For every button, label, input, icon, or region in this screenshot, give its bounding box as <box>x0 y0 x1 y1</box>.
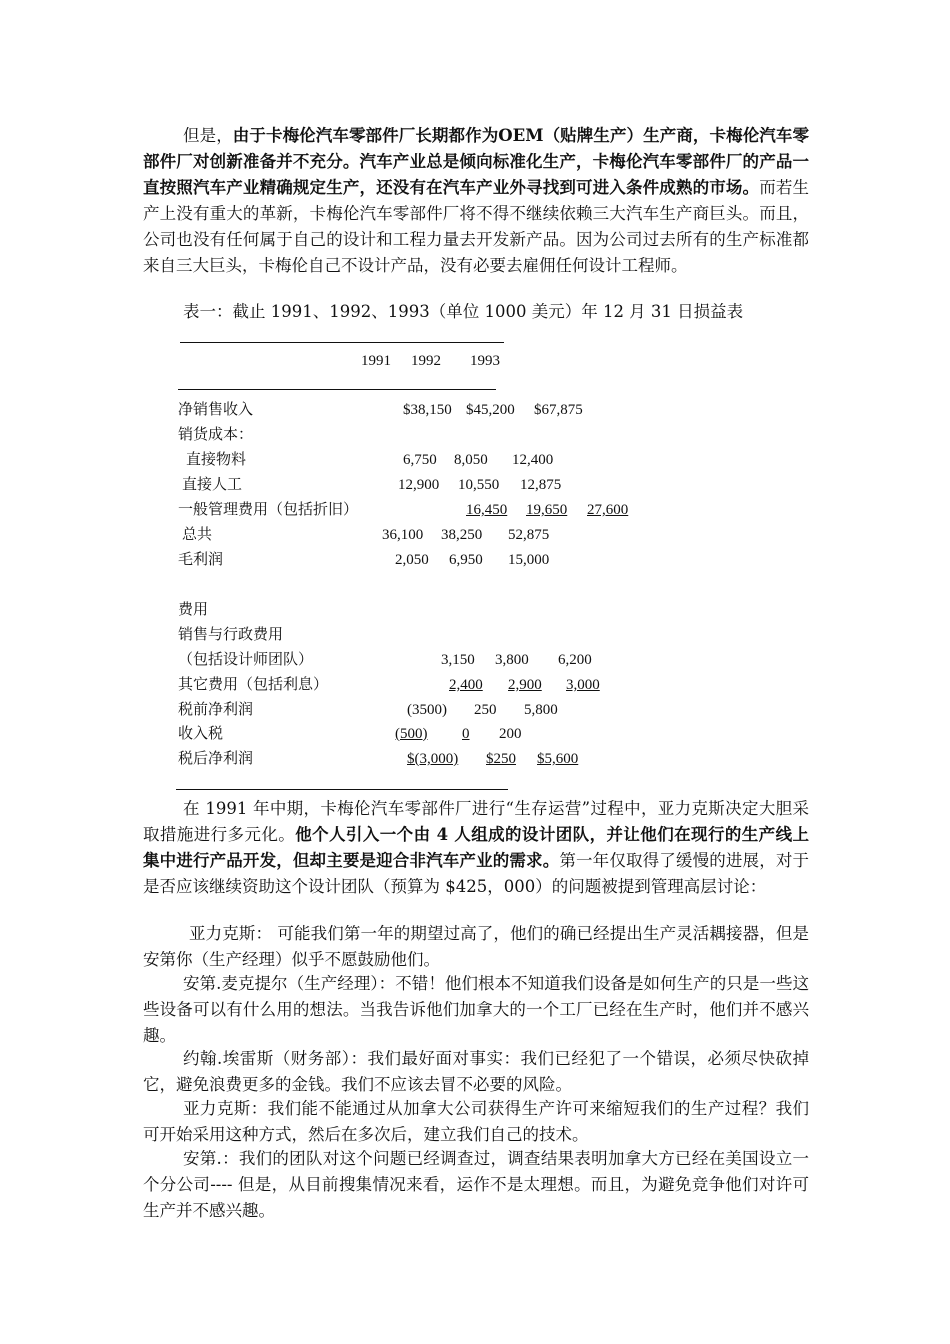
row-label-sga-note: （包括设计师团队） <box>178 652 314 668</box>
row-label-expenses: 费用 <box>178 602 209 618</box>
row-label-net-sales: 净销售收入 <box>178 402 254 418</box>
year-header-1991: 1991 <box>361 353 391 369</box>
direct-materials-1991: 6,750 <box>403 452 437 468</box>
dialogue-john: 约翰.埃雷斯（财务部）：我们最好面对事实：我们已经犯了一个错误，必须尽快砍掉它，避免浪费更多的金钱。我们不应该去冒不必要的风险。 <box>143 1049 809 1094</box>
row-label-sga: 销售与行政费用 <box>178 627 284 643</box>
income-tax-1991: (500) <box>395 726 428 742</box>
year-header-1992: 1992 <box>411 353 441 369</box>
total-1991: 36,100 <box>382 527 424 543</box>
dialogue-andy-2: 安第.：我们的团队对这个问题已经调查过，调查结果表明加拿大方已经在美国设立一个分公司---- 但是，从目前搜集情况来看，运作不是太理想。而且，为避免竞争他们对许可生产并不感兴趣。 <box>143 1149 809 1220</box>
net-income-1993: $5,600 <box>537 751 579 767</box>
net-sales-1993: $67,875 <box>534 402 583 418</box>
income-tax-1992: 0 <box>462 726 470 742</box>
row-label-other-expenses: 其它费用（包括利息） <box>178 677 329 693</box>
intro-paragraph <box>143 123 809 279</box>
dialogue-andy-1: 安第.麦克提尔（生产经理）：不错！他们根本不知道我们设备是如何生产的只是一些这些设备可以有什么用的想法。当我告诉他们加拿大的一个工厂已经在生产时，他们并不感兴趣。 <box>143 974 809 1045</box>
dialogue-alex-1: 亚力克斯： 可能我们第一年的期望过高了，他们的确已经提出生产灵活耦接器，但是安第你（生产经理）似乎不愿鼓励他们。 <box>143 924 809 969</box>
direct-labor-1991: 12,900 <box>398 477 440 493</box>
overhead-1993: 27,600 <box>587 502 629 518</box>
pretax-1992: 250 <box>474 702 497 718</box>
pretax-1993: 5,800 <box>524 702 558 718</box>
income-tax-1993: 200 <box>499 726 522 742</box>
gross-profit-1991: 2,050 <box>395 552 429 568</box>
table-top-rule <box>180 342 504 343</box>
sga-1992: 3,800 <box>495 652 529 668</box>
row-label-income-tax: 收入税 <box>178 726 224 742</box>
row-label-pretax: 税前净利润 <box>178 702 254 718</box>
row-label-overhead: 一般管理费用（包括折旧） <box>178 502 359 518</box>
sga-1991: 3,150 <box>441 652 475 668</box>
pretax-1991: (3500) <box>407 702 447 718</box>
row-label-net-income: 税后净利润 <box>178 751 254 767</box>
diversification-lead: 在 1991 年中期，卡梅伦汽车零部件厂进行“生存运营”过程中，亚力克斯决定大胆采取措施进行多元化。 <box>143 799 809 844</box>
year-header-1993: 1993 <box>470 353 500 369</box>
diversification-paragraph <box>143 796 809 900</box>
intro-bold-text: 由于卡梅伦汽车零部件厂长期都作为OEM（贴牌生产）生产商，卡梅伦汽车零部件厂对创新准备并不充分。汽车产业总是倾向标准化生产，卡梅伦汽车零部件厂的产品一直按照汽车产业精确规定生产，还没有在汽车产业外寻找到可进入条件成熟的市场。 <box>143 126 809 197</box>
direct-materials-1992: 8,050 <box>454 452 488 468</box>
row-label-direct-materials: 直接物料 <box>186 452 247 468</box>
net-income-1991: $(3,000) <box>407 751 459 767</box>
other-expenses-1991: 2,400 <box>449 677 483 693</box>
direct-labor-1992: 10,550 <box>458 477 500 493</box>
other-expenses-1993: 3,000 <box>566 677 600 693</box>
row-label-gross-profit: 毛利润 <box>178 552 224 568</box>
overhead-1992: 19,650 <box>526 502 568 518</box>
total-1993: 52,875 <box>508 527 550 543</box>
intro-lead: 但是， <box>183 126 233 145</box>
direct-materials-1993: 12,400 <box>512 452 554 468</box>
row-label-total: 总共 <box>182 527 213 543</box>
row-label-cogs: 销货成本： <box>178 427 254 443</box>
net-sales-1991: $38,150 <box>403 402 452 418</box>
net-sales-1992: $45,200 <box>466 402 515 418</box>
row-label-direct-labor: 直接人工 <box>182 477 243 493</box>
other-expenses-1992: 2,900 <box>508 677 542 693</box>
header-bottom-rule <box>178 389 496 390</box>
intro-rest: 而若生产上没有重大的革新，卡梅伦汽车零部件厂将不得不继续依赖三大汽车生产商巨头。而且，公司也没有任何属于自己的设计和工程力量去开发新产品。因为公司过去所有的生产标准都来自三大巨头，卡梅伦自己不设计产品，没有必要去雇佣任何设计工程师。 <box>143 178 810 275</box>
net-income-1992: $250 <box>486 751 516 767</box>
direct-labor-1993: 12,875 <box>520 477 562 493</box>
dialogue-alex-2: 亚力克斯：我们能不能通过从加拿大公司获得生产许可来缩短我们的生产过程？我们可开始采用这种方式，然后在多次后，建立我们自己的技术。 <box>143 1099 809 1144</box>
gross-profit-1993: 15,000 <box>508 552 550 568</box>
table-caption: 表一：截止 1991、1992、1993（单位 1000 美元）年 12 月 31 日损益表 <box>183 302 744 321</box>
diversification-bold-text: 他个人引入一个由 4 人组成的设计团队，并让他们在现行的生产线上集中进行产品开发，但却主要是迎合非汽车产业的需求。 <box>143 825 809 870</box>
total-1992: 38,250 <box>441 527 483 543</box>
sga-1993: 6,200 <box>558 652 592 668</box>
gross-profit-1992: 6,950 <box>449 552 483 568</box>
table-bottom-rule <box>176 789 508 790</box>
overhead-1991: 16,450 <box>466 502 508 518</box>
diversification-rest: 第一年仅取得了缓慢的进展，对于是否应该继续资助这个设计团队（预算为 $425，000）的问题被提到管理高层讨论： <box>143 851 810 896</box>
